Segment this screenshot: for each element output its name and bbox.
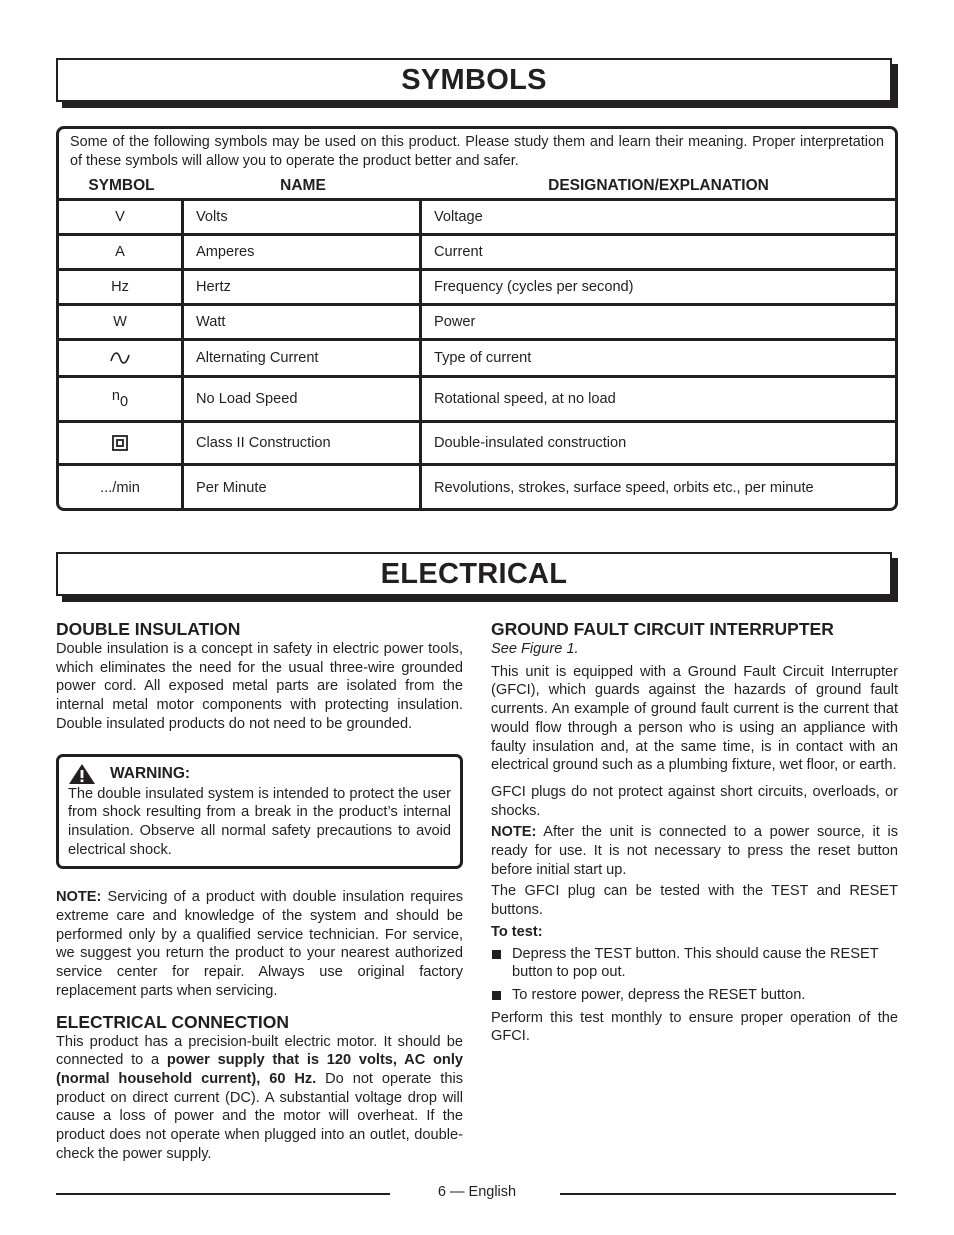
double-insulation-body: Double insulation is a concept in safety in electric power tools, which eliminates the need for the usual three-wire grounded power cord. All exposed metal parts are isolated from the internal metal motor components with protecting insulation. Double insulated products do not need to be grounded. (56, 641, 463, 732)
gfci-heading: GROUND FAULT CIRCUIT INTERRUPTER (491, 619, 834, 639)
row-designation: Power (434, 314, 476, 330)
electrical-connection-body (56, 1033, 463, 1164)
row-name: Per Minute (184, 466, 422, 510)
row-symbol (59, 423, 184, 463)
symbols-table (56, 126, 898, 511)
warning-box (56, 754, 463, 870)
row-name: Hertz (184, 271, 422, 303)
to-test-label (491, 923, 898, 942)
table-row (59, 463, 895, 510)
row-symbol: A (59, 236, 184, 268)
row-designation: Double-insulated construction (434, 435, 627, 451)
gfci-note (491, 823, 898, 879)
row-symbol (59, 378, 184, 420)
table-row (59, 420, 895, 463)
row-designation: Voltage (434, 209, 483, 225)
table-row (59, 303, 895, 338)
row-symbol: V (59, 201, 184, 233)
electrical-connection-heading: ELECTRICAL CONNECTION (56, 1011, 290, 1032)
symbols-banner (56, 58, 892, 102)
gfci-note-body: After the unit is connected to a power source, it is ready for use. It is not necessary to press the reset button before initial start up. (491, 824, 898, 878)
symbols-table-header (59, 174, 895, 198)
class-ii-construction-icon (112, 435, 128, 451)
row-symbol: .../min (59, 466, 184, 510)
bullet-text: Depress the TEST button. This should cause the RESET button to pop out. (512, 945, 879, 981)
header-designation: DESIGNATION/EXPLANATION (548, 177, 769, 194)
row-name: Alternating Current (184, 341, 422, 375)
gfci-para-3: The GFCI plug can be tested with the TEST and RESET buttons. (491, 883, 898, 919)
bullet-text: To restore power, depress the RESET button. (512, 986, 806, 1003)
row-symbol: W (59, 306, 184, 338)
connection-text-start: This product has a precision-built electric motor. It should be connected to a (56, 1033, 463, 1069)
see-figure-reference: See Figure 1. (491, 641, 579, 657)
servicing-note (56, 888, 463, 1000)
page-number: 6 — English (437, 1184, 517, 1200)
row-name: Volts (184, 201, 422, 233)
electrical-title: ELECTRICAL (380, 557, 568, 590)
warning-body: The double insulated system is intended to protect the user from shock resulting from a break in the product’s internal insulation. Observe all normal safety precautions to avoid electrical shock. (68, 785, 451, 858)
note-label: NOTE: (56, 889, 102, 906)
double-insulation-heading: DOUBLE INSULATION (56, 619, 241, 639)
warning-header (68, 763, 451, 785)
to-test-label-text: To test: (491, 923, 543, 940)
row-name: Class II Construction (184, 423, 422, 463)
row-designation: Rotational speed, at no load (434, 391, 616, 407)
servicing-note-body: Servicing of a product with double insulation requires extreme care and knowledge of the system and should be performed only by a qualified service technician. For service, we suggest you return the product to your nearest authorized service center for repair. Always use original factory replacement parts when servicing. (56, 889, 463, 999)
row-name: Watt (184, 306, 422, 338)
table-row (59, 233, 895, 268)
connection-text-bold: power supply that is 120 volts, AC only (normal household current), 60 Hz. (56, 1052, 463, 1087)
warning-title: WARNING: (110, 764, 191, 782)
symbols-intro: Some of the following symbols may be used on this product. Please study them and learn their meaning. Proper interpretation of these symbols will allow you to operate the product better and safer. (70, 134, 884, 169)
table-row (59, 375, 895, 420)
row-designation: Frequency (cycles per second) (434, 279, 634, 295)
table-row (59, 198, 895, 233)
electrical-banner (56, 552, 892, 596)
no-load-speed-symbol: n (111, 388, 120, 404)
gfci-para-1: This unit is equipped with a Ground Fault Circuit Interrupter (GFCI), which guards against the hazards of ground fault currents. An example of ground fault current is the current that would flow through a person who is using an appliance with faulty insulation and, at the same time, is in contact with an electrical ground such as a plumbing fixture, wet floor, or earth. (491, 663, 898, 774)
left-column (56, 618, 463, 1163)
row-designation: Current (434, 244, 483, 260)
row-symbol: Hz (59, 271, 184, 303)
row-designation: Revolutions, strokes, surface speed, orbits etc., per minute (434, 480, 814, 496)
table-row (59, 338, 895, 375)
list-item (491, 945, 898, 982)
header-name: NAME (280, 177, 326, 194)
gfci-para-4: Perform this test monthly to ensure proper operation of the GFCI. (491, 1009, 898, 1045)
warning-triangle-icon (68, 763, 96, 785)
header-symbol: SYMBOL (88, 177, 155, 194)
row-name: No Load Speed (184, 378, 422, 420)
row-designation: Type of current (434, 350, 532, 366)
gfci-para-2: GFCI plugs do not protect against short circuits, overloads, or shocks. (491, 783, 898, 819)
connection-text-end: Do not operate this product on direct current (DC). A substantial voltage drop will cause a loss of power and the motor will overheat. If the product does not operate when plugged into an outlet, double-check the power supply. (56, 1070, 464, 1162)
list-item (491, 986, 898, 1005)
bullet-square-icon (492, 950, 501, 959)
symbols-title: SYMBOLS (401, 63, 547, 96)
bullet-square-icon (492, 991, 501, 1000)
no-load-speed-subscript: 0 (120, 394, 129, 410)
right-column (491, 618, 898, 1046)
alternating-current-icon (109, 351, 131, 365)
table-row (59, 268, 895, 303)
row-name: Amperes (184, 236, 422, 268)
gfci-note-label: NOTE: (491, 824, 537, 841)
row-symbol (59, 341, 184, 375)
